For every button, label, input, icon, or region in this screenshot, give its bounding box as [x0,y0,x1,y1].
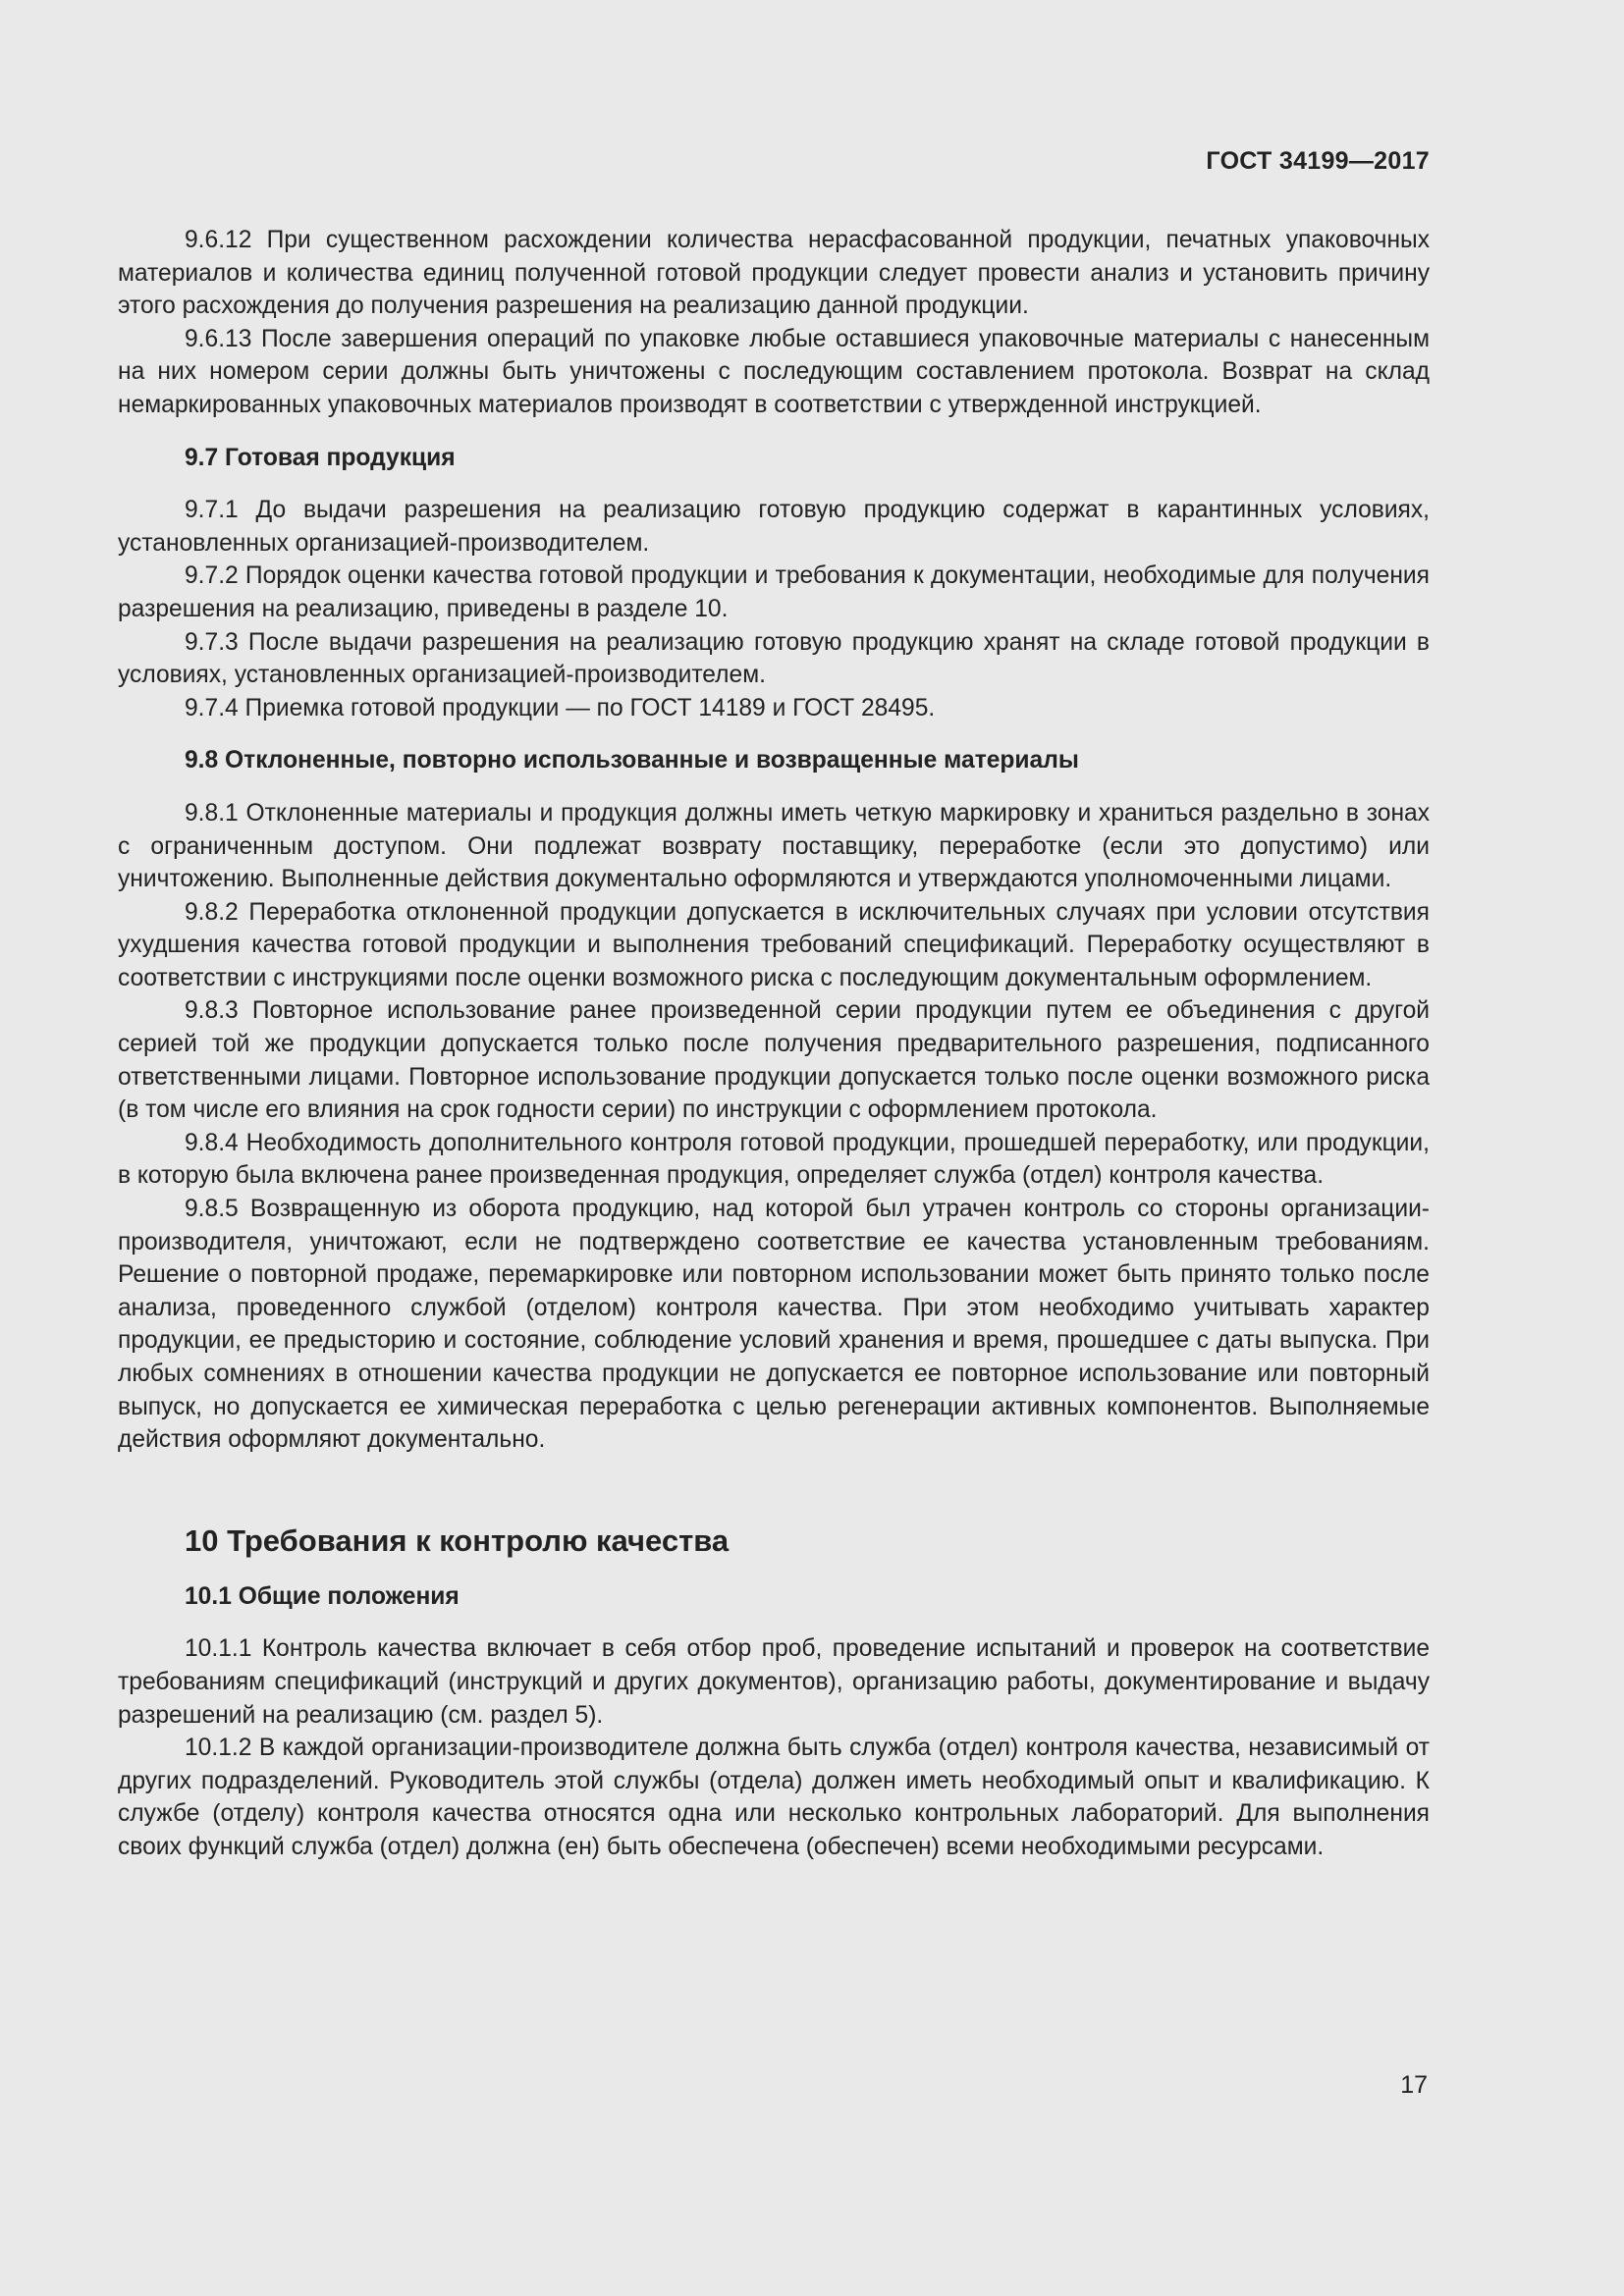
section-heading-10: 10 Требования к контролю качества [185,1522,730,1558]
paragraph-9-7-2: 9.7.2 Порядок оценки качества готовой продукции и требования к документации, необходимые для получения разрешения на реализацию, приведены в разделе 10. [118,562,1430,622]
paragraph-9-8-1: 9.8.1 Отклоненные материалы и продукция должны иметь четкую маркировку и храниться раздельно в зонах с ограниченным доступом. Они подлежат возврату поставщику, переработке (если это допустимо) или уничтожению. Выполненные действия документально оформляются и утверждаются уполномоченными лицами. [118,799,1430,893]
document-body [118,224,1430,1864]
paragraph-9-8-5: 9.8.5 Возвращенную из оборота продукцию, над которой был утрачен контроль со стороны организации-производителя, уничтожают, если не подтверждено соответствие ее качества установленным требованиям. Решение о повторной продаже, перемаркировке или повторном использовании может быть принято только после анализа, проведенного службой (отделом) контроля качества. При этом необходимо учитывать характер продукции, ее предысторию и состояние, соблюдение условий хранения и время, прошедшее с даты выпуска. При любых сомнениях в отношении качества продукции не допускается ее повторное использование или повторный выпуск, но допускается ее химическая переработка с целью регенерации активных компонентов. Выполняемые действия оформляют документально. [118,1196,1430,1454]
document-header: ГОСТ 34199—2017 [1206,147,1430,175]
paragraph-9-8-3: 9.8.3 Повторное использование ранее произведенной серии продукции путем ее объединения с другой серией той же продукции допускается только после получения предварительного разрешения, подписанного ответственными лицами. Повторное использование продукции допускается только после оценки возможного риска (в том числе его влияния на срок годности серии) по инструкции с оформлением протокола. [118,997,1430,1124]
paragraph-9-8-4: 9.8.4 Необходимость дополнительного контроля готовой продукции, прошедшей переработку, или продукции, в которую была включена ранее произведенная продукция, определяет служба (отдел) контроля качества. [118,1129,1430,1190]
subsection-heading-10-1: 10.1 Общие положения [185,1582,460,1610]
subsection-heading-9-8: 9.8 Отклоненные, повторно использованные и возвращенные материалы [185,747,1079,774]
paragraph-9-7-4: 9.7.4 Приемка готовой продукции — по ГОСТ 14189 и ГОСТ 28495. [185,694,936,721]
paragraph-9-8-2: 9.8.2 Переработка отклоненной продукции допускается в исключительных случаях при условии отсутствия ухудшения качества готовой продукции и выполнения требований спецификаций. Переработку осуществляют в соответствии с инструкциями после оценки возможного риска с последующим документальным оформлением. [118,898,1430,991]
paragraph-9-7-1: 9.7.1 До выдачи разрешения на реализацию готовую продукцию содержат в карантинных условиях, установленных организацией-производителем. [118,497,1430,557]
subsection-heading-9-7: 9.7 Готовая продукция [185,444,456,471]
paragraph-9-6-12: 9.6.12 При существенном расхождении количества нерасфасованной продукции, печатных упаковочных материалов и количества единиц полученной готовой продукции следует провести анализ и установить причину этого расхождения до получения разрешения на реализацию данной продукции. [118,227,1430,320]
page-number: 17 [1400,2071,1428,2099]
paragraph-9-7-3: 9.7.3 После выдачи разрешения на реализацию готовую продукцию хранят на складе готовой продукции в условиях, установленных организацией-производителем. [118,628,1430,689]
paragraph-10-1-2: 10.1.2 В каждой организации-производителе должна быть служба (отдел) контроля качества, независимый от других подразделений. Руководитель этой службы (отдела) должен иметь необходимый опыт и квалификацию. К службе (отделу) контроля качества относятся одна или несколько контрольных лабораторий. Для выполнения своих функций служба (отдел) должна (ен) быть обеспечена (обеспечен) всеми необходимыми ресурсами. [118,1735,1430,1860]
paragraph-9-6-13: 9.6.13 После завершения операций по упаковке любые оставшиеся упаковочные материалы с нанесенным на них номером серии должны быть уничтожены с последующим составлением протокола. Возврат на склад немаркированных упаковочных материалов производят в соответствии с утвержденной инструкцией. [118,325,1430,418]
paragraph-10-1-1: 10.1.1 Контроль качества включает в себя отбор проб, проведение испытаний и проверок на соответствие требованиям спецификаций (инструкций и других документов), организацию работы, документирование и выдачу разрешений на реализацию (см. раздел 5). [118,1635,1430,1729]
